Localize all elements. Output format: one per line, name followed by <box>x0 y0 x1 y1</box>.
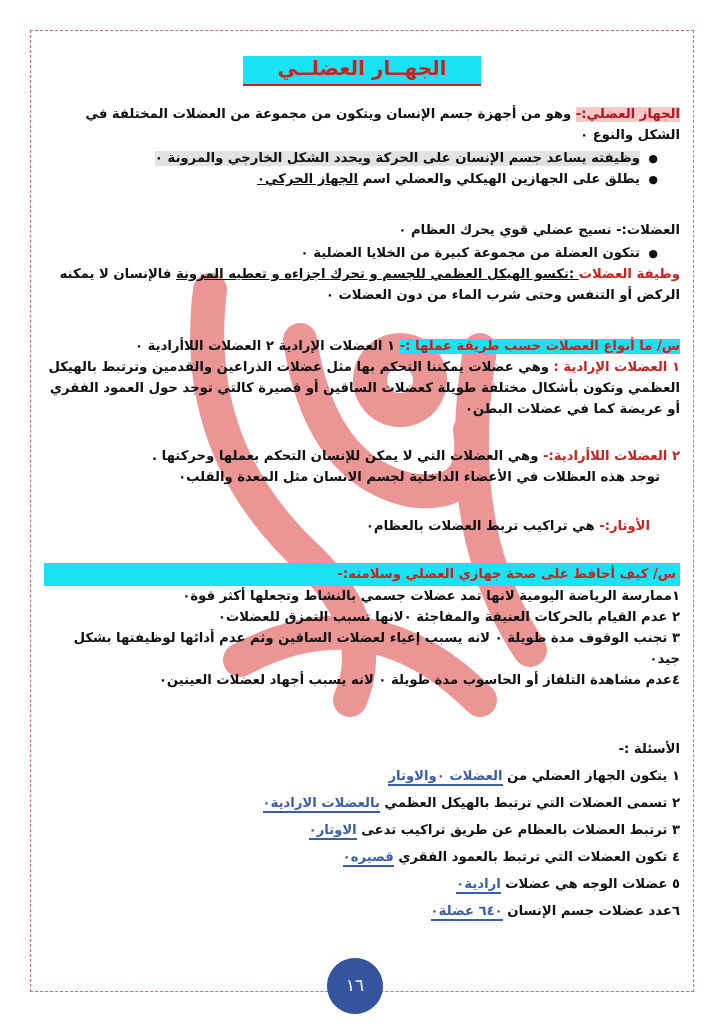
questions-heading: الأسئلة :- <box>618 742 680 757</box>
document-body <box>44 56 680 928</box>
tendons-label: الأوتار:- <box>599 519 650 534</box>
question-item: ١ يتكون الجهاز العضلي من العضلات ٠والاوتار <box>388 769 680 784</box>
types-list: ١ العضلات الإرادية ٢ العضلات اللاأرادية ٠ <box>134 339 400 354</box>
muscles-definition: العضلات:- نسيج عضلي قوي يحرك العظام ٠ <box>398 223 680 238</box>
questions-section <box>44 739 680 922</box>
list-item: ● يطلق على الجهازين الهيكلي والعضلي اسم الجهاز الحركي٠ <box>44 169 640 190</box>
types-question: س/ ما أنواع العضلات حسب طريقة عملها :- <box>399 339 680 354</box>
list-item: ● وظيفته يساعد جسم الإنسان على الحركة ويحدد الشكل الخارجي والمرونة ٠ <box>44 148 640 169</box>
page-number-badge: ١٦ <box>327 958 383 1014</box>
voluntary-muscles: ١ العضلات الإرادية : وهي عضلات يمكننا التحكم بها مثل عضلات الذراعين والقدمين وترتبط بالهيكل العظمي وتكون بأشكال مختلفة طويلة كعضلات الساقين أو قصيرة كالتي توجد حول العمود الفقري أو عريضة كما في عضلات البطن٠ <box>48 360 680 417</box>
tendons-section <box>44 516 680 537</box>
page-title: الجهــار العضلــي <box>243 56 480 86</box>
intro-text: وهو من أجهزة جسم الإنسان ويتكون من مجموعة من العضلات المختلفة في الشكل والنوع ٠ <box>85 107 680 143</box>
question-item: ٣ ترتبط العضلات بالعظام عن طريق تراكيب تدعى الاوتار٠ <box>308 823 680 838</box>
intro-section <box>44 104 680 190</box>
muscles-function: وظيفة العضلات :تكسو الهيكل العظمي للجسم و تحرك اجزاءه و تعطيه المرونة فالإنسان لا يمكنه الركض أو التنفس وحتى شرب الماء من دون العضلات ٠ <box>59 267 680 303</box>
intro-bullets <box>44 148 680 190</box>
list-item: ٤عدم مشاهدة التلفاز أو الحاسوب مدة طويلة ٠ لانه يسبب أجهاد لعضلات العينين٠ <box>158 673 680 688</box>
question-item: ٢ تسمى العضلات التي ترتبط بالهيكل العظمي بالعضلات الارادية٠ <box>262 796 680 811</box>
types-question-row <box>44 336 680 357</box>
health-section <box>44 563 680 691</box>
health-question: س/ كيف أحافظ على صحة جهازي العضلي وسلامته:- <box>44 563 680 586</box>
tendons-text: هي تراكيب تربط العضلات بالعظام٠ <box>365 519 600 534</box>
list-item: ٢ عدم القيام بالحركات العنيفة والمفاجئة ٠لانها تسبب التمزق للعضلات٠ <box>217 610 680 625</box>
intro-definition <box>44 104 680 146</box>
intro-term: الجهاز العضلي:- <box>575 107 680 122</box>
involuntary-location: توجد هذه العظلات في الأعضاء الداخلية لجسم الانسان مثل المعدة والقلب٠ <box>178 470 660 485</box>
question-item: ٤ تكون العضلات التي ترتبط بالعمود الفقري قصيره٠ <box>342 850 680 865</box>
muscles-section <box>44 220 680 306</box>
list-item: ١ممارسة الرياضة اليومية لانها تمد عضلات جسمي بالنشاط وتجعلها أكثر قوة٠ <box>182 589 680 604</box>
involuntary-muscles: ٢ العضلات اللاأرادية:- وهي العضلات التي لا يمكن للإنسان التحكم بعملها وحركتها . <box>152 449 680 464</box>
list-item: ● تتكون العضلة من مجموعة كبيرة من الخلايا العضلية ٠ <box>44 243 640 264</box>
question-item: ٦عدد عضلات جسم الإنسان ٦٤٠ عضلة٠ <box>430 904 680 919</box>
list-item: ٣ تجنب الوقوف مدة طويلة ٠ لانه يسبب إعياء لعضلات الساقين وثم عدم أدائها لوظيفتها بشكل جيد٠ <box>73 631 680 667</box>
types-section <box>44 336 680 488</box>
muscles-bullets <box>44 243 680 264</box>
question-item: ٥ عضلات الوجه هي عضلات ارادية٠ <box>456 877 680 892</box>
